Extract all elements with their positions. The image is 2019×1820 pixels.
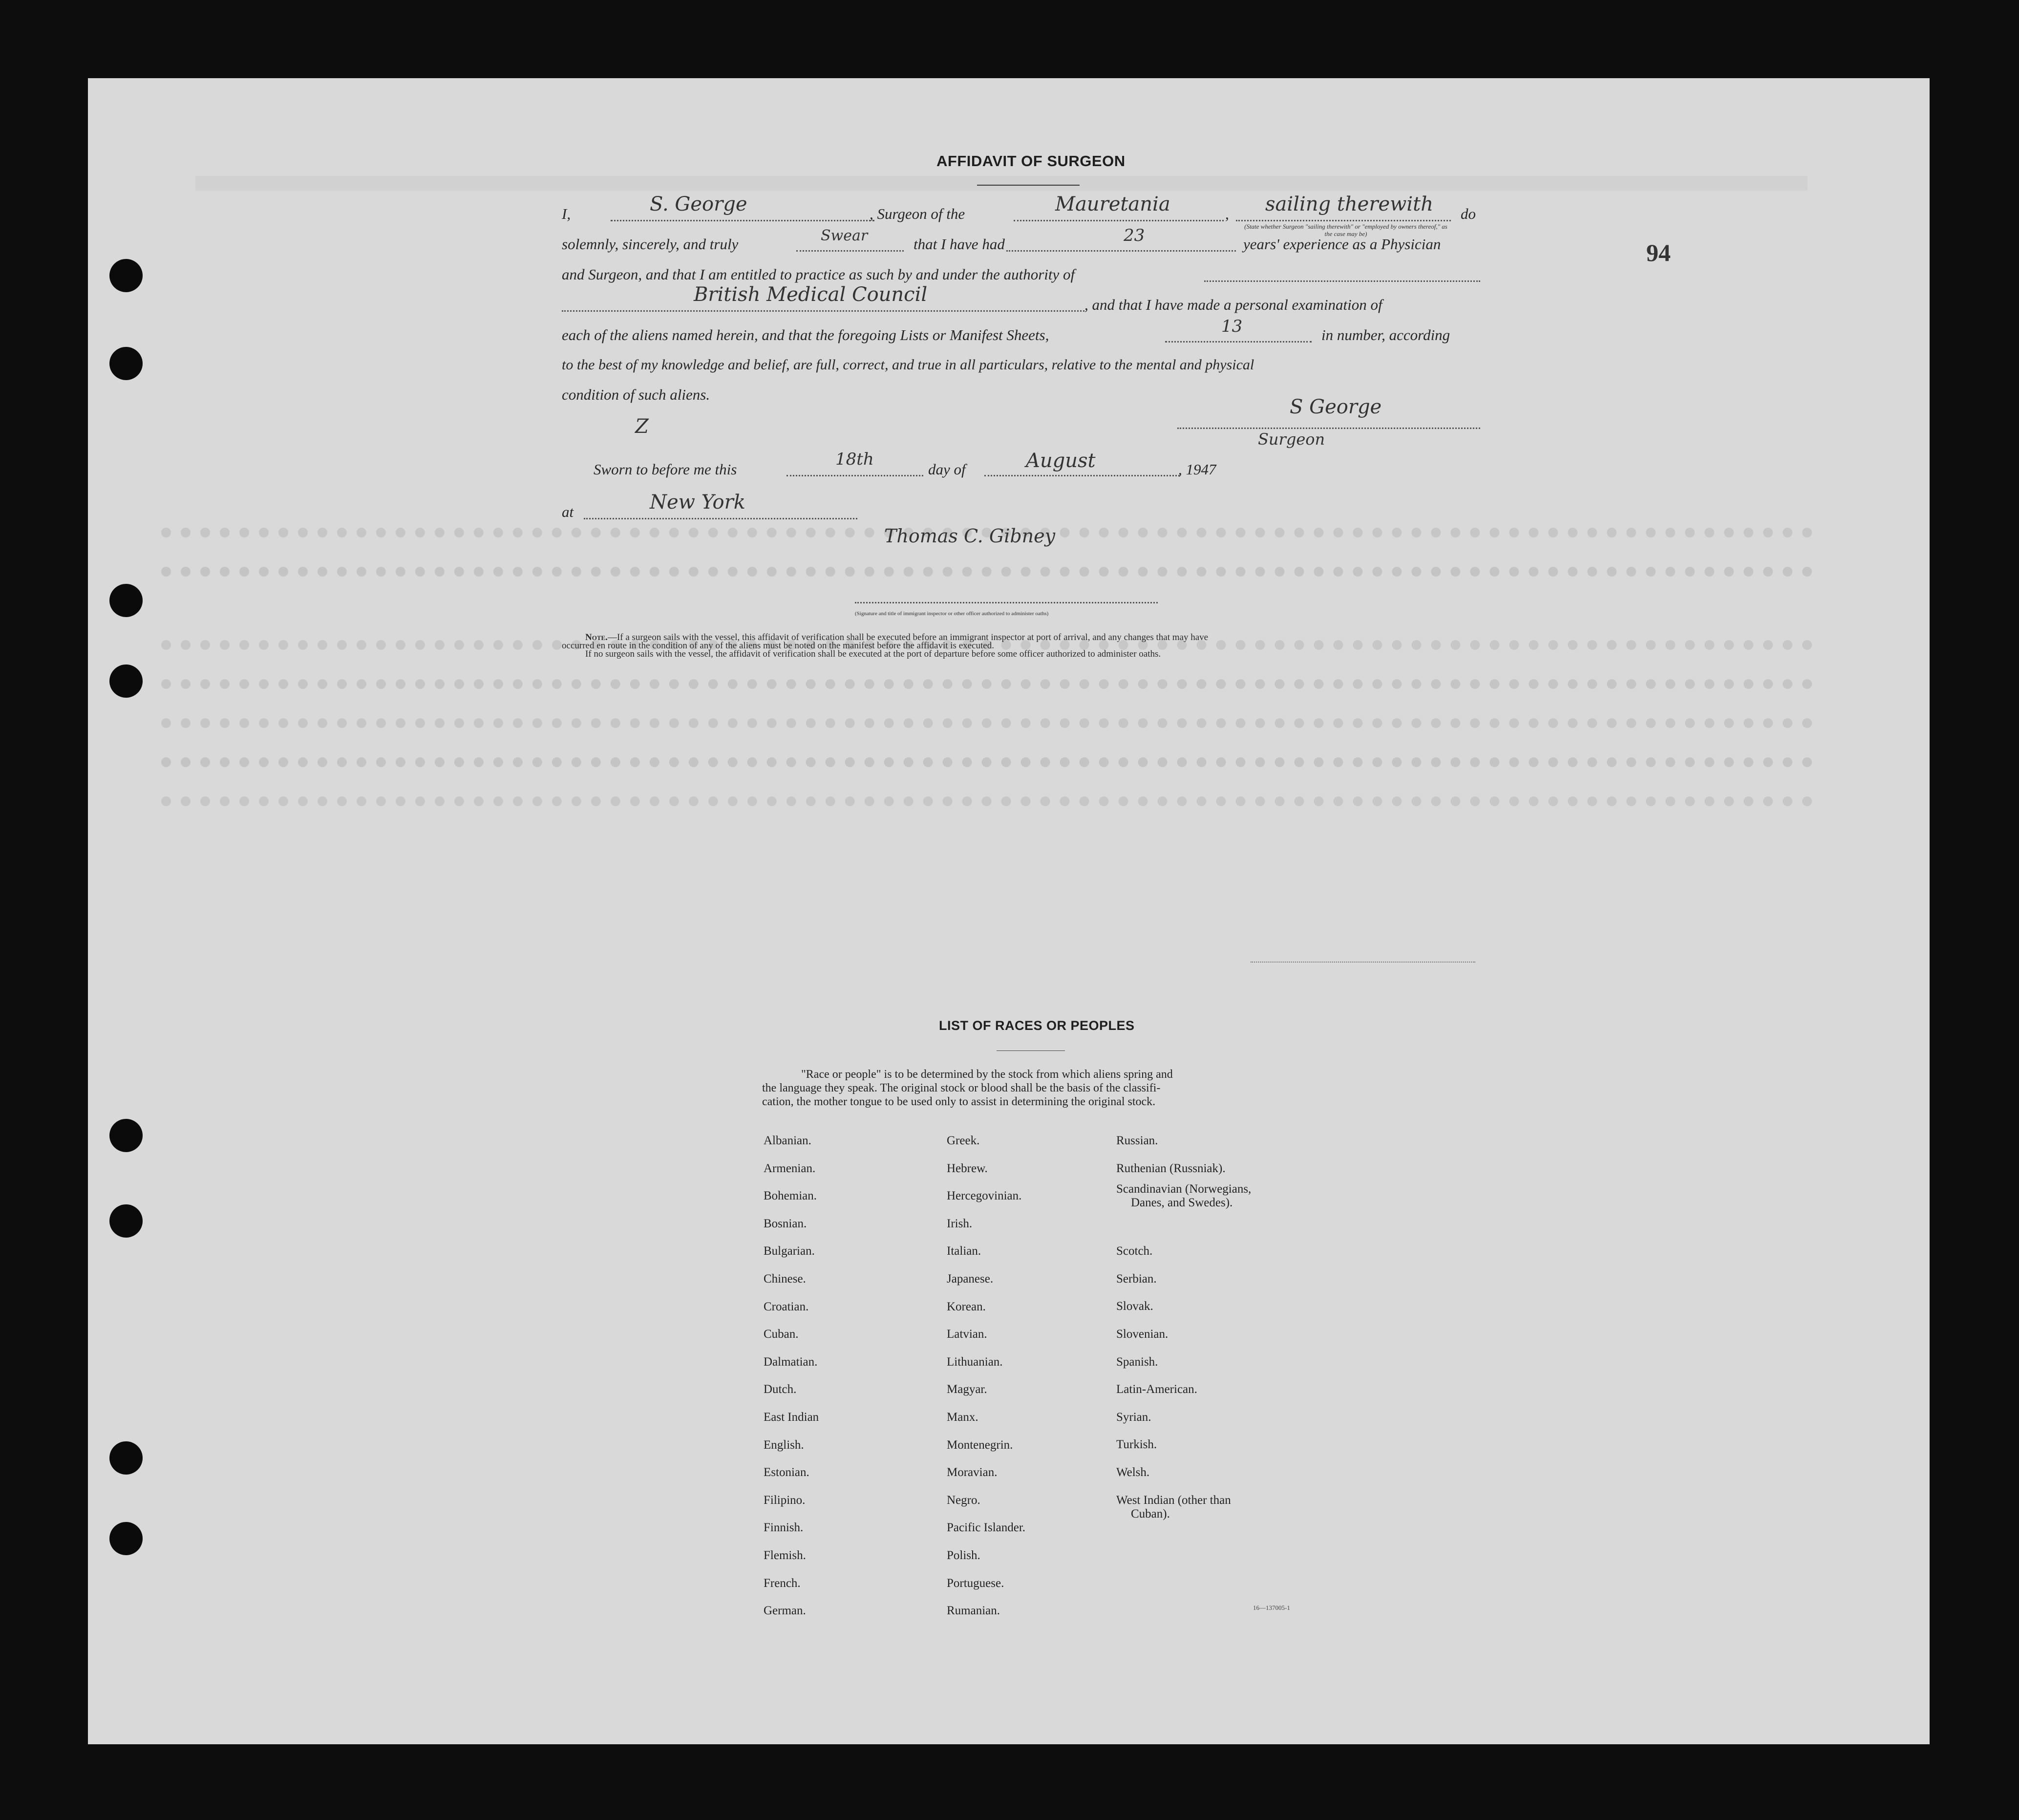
- race-item: German.: [764, 1604, 806, 1618]
- race-item: English.: [764, 1438, 804, 1452]
- race-item: Montenegrin.: [947, 1438, 1013, 1452]
- race-item: Armenian.: [764, 1161, 816, 1175]
- surgeon-name-line: [611, 220, 874, 221]
- race-item: Chinese.: [764, 1272, 806, 1285]
- race-item: Turkish.: [1116, 1438, 1157, 1452]
- punch-hole: [109, 259, 143, 292]
- line3: and Surgeon, and that I am entitled to practice as such by and under the authority of: [562, 266, 1075, 283]
- race-item: Filipino.: [764, 1493, 806, 1507]
- punch-hole: [109, 1204, 143, 1238]
- surgeon-of-label: , Surgeon of the: [870, 205, 965, 222]
- races-column-3: [1116, 1127, 1251, 1521]
- races-intro-line-2: the language they speak. The original stock or blood shall be the basis of the classifi-: [762, 1082, 1161, 1094]
- race-item: Japanese.: [947, 1272, 994, 1285]
- at-label: at: [562, 503, 574, 520]
- race-item: Serbian.: [1116, 1272, 1157, 1285]
- note-line-3: If no surgeon sails with the vessel, the affidavit of verification shall be executed at the port of departure before some officer authorized to administer oaths.: [585, 649, 1161, 659]
- punch-hole: [109, 1441, 143, 1475]
- year-value: , 1947: [1178, 461, 1216, 478]
- note: [562, 633, 1480, 658]
- years-line: [1006, 250, 1236, 252]
- races-intro-line-1: "Race or people" is to be determined by the stock from which aliens spring and: [801, 1068, 1173, 1081]
- line2-b: that I have had: [914, 236, 1005, 253]
- races-title-underline: [997, 1050, 1065, 1051]
- inspector-caption: (Signature and title of immigrant inspector or other officer authorized to administer oaths): [855, 611, 1049, 617]
- comma: ,: [1225, 205, 1229, 222]
- surgeon-title: Surgeon: [1258, 430, 1325, 449]
- race-item: Welsh.: [1116, 1465, 1150, 1479]
- races-intro: [762, 1068, 1285, 1109]
- race-item: West Indian (other than: [1116, 1493, 1231, 1507]
- line2-a: solemnly, sincerely, and truly: [562, 236, 739, 253]
- race-item: Scotch.: [1116, 1244, 1153, 1258]
- affidavit-title: AFFIDAVIT OF SURGEON: [936, 152, 1126, 170]
- race-item: Syrian.: [1116, 1410, 1151, 1424]
- place-line: [584, 518, 857, 519]
- race-item: Hebrew.: [947, 1161, 988, 1175]
- line7: condition of such aliens.: [562, 386, 710, 403]
- race-item: Bohemian.: [764, 1189, 817, 1203]
- race-item: Negro.: [947, 1493, 980, 1507]
- race-item: Cuban.: [764, 1328, 799, 1341]
- race-item: Latvian.: [947, 1328, 987, 1341]
- surgeon-signature: S George: [1290, 396, 1382, 418]
- sheets-value: 13: [1221, 317, 1243, 336]
- sworn-label: Sworn to before me this: [594, 461, 737, 478]
- races-title: LIST OF RACES OR PEOPLES: [939, 1018, 1135, 1033]
- note-line-2: occurred en route in the condition of any of the aliens must be noted on the manifest before the affidavit is executed.: [562, 641, 994, 651]
- race-item: Croatian.: [764, 1300, 809, 1313]
- race-item: Rumanian.: [947, 1604, 1000, 1618]
- race-item: Lithuanian.: [947, 1355, 1003, 1369]
- stray-dotted-mark: [1251, 962, 1475, 963]
- race-item: Russian.: [1116, 1134, 1158, 1147]
- race-item: Portuguese.: [947, 1576, 1004, 1590]
- line6: to the best of my knowledge and belief, are full, correct, and true in all particulars, relative to the mental and physical: [562, 357, 1254, 373]
- ship-name-value: Mauretania: [1055, 193, 1170, 215]
- day-of-label: day of: [928, 461, 966, 478]
- inspector-line: [855, 602, 1158, 603]
- form-number: 16—137005-1: [1253, 1604, 1290, 1611]
- note-lead: Note.: [585, 632, 608, 642]
- signature-line: [1177, 428, 1480, 429]
- punch-hole: [109, 347, 143, 380]
- race-item: Pacific Islander.: [947, 1521, 1026, 1535]
- sailing-hint: (State whether Surgeon "sailing therewith" or "employed by owners thereof," as the case may be): [1244, 223, 1447, 237]
- page-number: 94: [1646, 239, 1671, 266]
- race-item: Latin-American.: [1116, 1383, 1197, 1396]
- race-item: Dalmatian.: [764, 1355, 818, 1369]
- place-value: New York: [650, 491, 745, 514]
- month-line: [984, 475, 1180, 476]
- day-line: [786, 475, 923, 476]
- race-item: Finnish.: [764, 1521, 804, 1535]
- race-item: Italian.: [947, 1244, 981, 1258]
- inspector-signature: Thomas C. Gibney: [884, 525, 1056, 547]
- line5-b: in number, according: [1321, 326, 1450, 343]
- punch-hole: [109, 664, 143, 698]
- sworn-mark: Z: [635, 415, 649, 438]
- race-item: Greek.: [947, 1134, 980, 1147]
- authority-line: [562, 310, 1084, 312]
- race-item: French.: [764, 1576, 801, 1590]
- years-value: 23: [1124, 226, 1145, 245]
- race-item: East Indian: [764, 1410, 819, 1424]
- surgeon-name-value: S. George: [650, 193, 747, 215]
- note-line-1: —If a surgeon sails with the vessel, this affidavit of verification shall be executed before an immigrant inspector at port of arrival, and any changes that may have: [607, 632, 1209, 642]
- race-item: Ruthenian (Russniak).: [1116, 1161, 1226, 1175]
- race-item: Albanian.: [764, 1134, 811, 1147]
- month-value: August: [1026, 450, 1096, 472]
- authority-line-top: [1204, 280, 1480, 282]
- sailing-line: [1236, 220, 1451, 221]
- do-label: do: [1461, 205, 1476, 222]
- authority-value: British Medical Council: [694, 283, 928, 306]
- race-item: Hercegovinian.: [947, 1189, 1022, 1203]
- line2-c: years' experience as a Physician: [1243, 236, 1441, 253]
- sheets-line: [1165, 341, 1312, 343]
- bleed-through-rows: [161, 513, 1812, 826]
- punch-hole: [109, 1119, 143, 1152]
- race-item: Bosnian.: [764, 1217, 807, 1230]
- race-item: Dutch.: [764, 1383, 797, 1396]
- race-item: Manx.: [947, 1410, 978, 1424]
- race-item: Scandinavian (Norwegians,: [1116, 1182, 1252, 1196]
- race-item: Polish.: [947, 1548, 980, 1562]
- races-column-2: [947, 1127, 1025, 1625]
- line5-a: each of the aliens named herein, and that the foregoing Lists or Manifest Sheets,: [562, 326, 1049, 343]
- race-item: Korean.: [947, 1300, 986, 1313]
- punch-hole: [109, 1522, 143, 1555]
- race-item: Slovenian.: [1116, 1327, 1169, 1341]
- day-value: 18th: [835, 450, 874, 469]
- punch-hole: [109, 584, 143, 617]
- line4-b: , and that I have made a personal examination of: [1084, 296, 1382, 313]
- ship-name-line: [1014, 220, 1224, 221]
- oath-value: Swear: [821, 227, 868, 244]
- oath-line: [796, 250, 904, 252]
- race-item: Irish.: [947, 1217, 973, 1230]
- title-underline: [977, 185, 1080, 186]
- race-item: Spanish.: [1116, 1355, 1158, 1369]
- race-item: Moravian.: [947, 1466, 998, 1479]
- race-item: Cuban).: [1131, 1507, 1170, 1520]
- i-label: I,: [562, 205, 571, 222]
- races-intro-line-3: cation, the mother tongue to be used only to assist in determining the original stock.: [762, 1095, 1156, 1108]
- race-item: Flemish.: [764, 1548, 806, 1562]
- sailing-value: sailing therewith: [1265, 193, 1434, 215]
- race-item: Slovak.: [1116, 1300, 1153, 1313]
- race-item: Danes, and Swedes).: [1131, 1196, 1233, 1210]
- race-item: Estonian.: [764, 1466, 809, 1479]
- races-column-1: [764, 1127, 819, 1625]
- race-item: Magyar.: [947, 1383, 987, 1396]
- race-item: Bulgarian.: [764, 1244, 815, 1258]
